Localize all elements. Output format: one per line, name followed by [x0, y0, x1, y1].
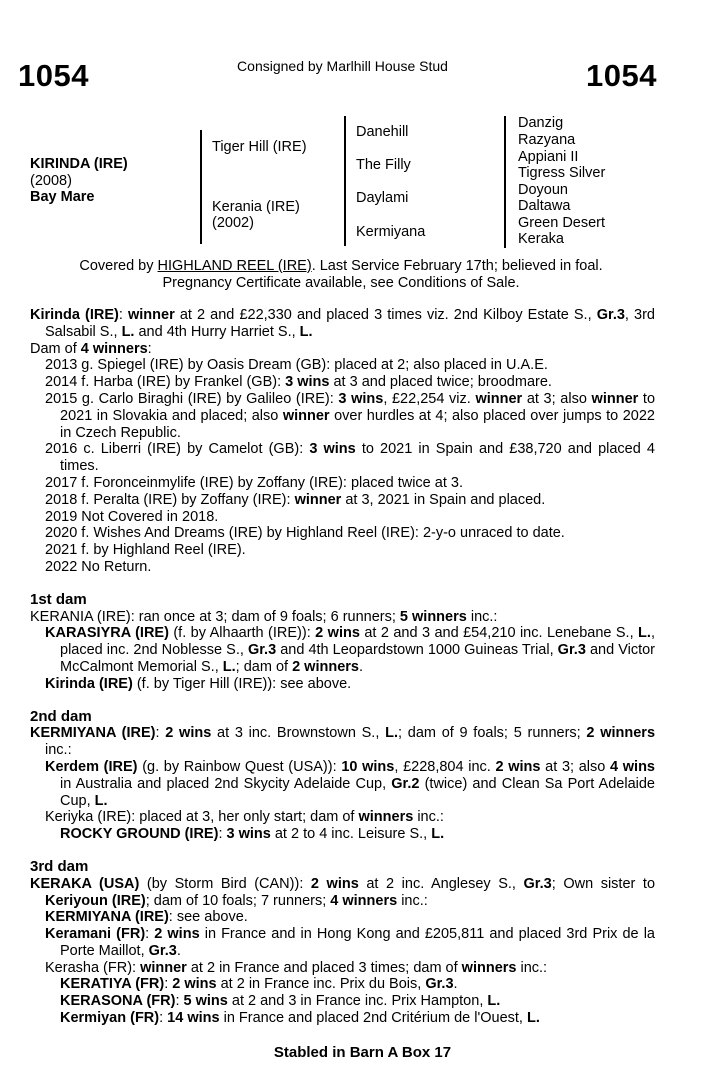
bold-text: 2 wins — [315, 625, 360, 642]
mare-racing-record: Kirinda (IRE): winner at 2 and £22,330 and placed 3 times viz. 2nd Kilboy Estate S., Gr.3, 3rd Salsabil S., L. and 4th Hurry Harriet S., L. — [30, 307, 656, 340]
pedigree-ggp-5: Doyoun — [518, 182, 568, 198]
pedigree-sire-dam: The Filly — [356, 157, 411, 173]
horse-year: (2008) — [30, 173, 72, 189]
lot-number-left: 1054 — [18, 58, 89, 93]
covered-line-2: Pregnancy Certificate available, see Conditions of Sale. — [162, 274, 520, 291]
first-dam-heading: 1st dam — [30, 590, 87, 608]
bold-text: winners — [461, 959, 517, 976]
bold-text: 14 wins — [167, 1010, 220, 1027]
bold-text: winner — [294, 491, 342, 508]
bold-text: 4 winners — [330, 892, 398, 909]
bold-text: 3 wins — [285, 374, 330, 391]
bold-text: 4 winners — [80, 340, 148, 357]
dam-of-winners: Dam of 4 winners: — [30, 340, 152, 357]
produce-list — [30, 357, 655, 575]
pedigree-dam-sire: Daylami — [356, 190, 409, 206]
pedigree-divider-3 — [504, 116, 506, 248]
bold-text: 2 wins — [495, 758, 541, 775]
family-entry: Kirinda (IRE) (f. by Tiger Hill (IRE)): see above. — [45, 675, 352, 692]
family-entry: Kermiyan (FR): 14 wins in France and placed 2nd Critérium de l'Ouest, L. — [60, 1010, 540, 1027]
family-entry: Keramani (FR): 2 wins in France and in Hong Kong and £205,811 and placed 3rd Prix de la Porte Maillot, Gr.3. — [45, 926, 655, 959]
pedigree-ggp-3: Appiani II — [518, 149, 579, 165]
produce-item: 2022 No Return. — [45, 558, 152, 575]
bold-text: Kermiyan (FR) — [60, 1010, 160, 1027]
produce-item: 2019 Not Covered in 2018. — [45, 508, 219, 525]
bold-text: Gr.3 — [425, 976, 454, 993]
bold-text: 2 wins — [310, 875, 359, 892]
family-entry: KARASIYRA (IRE) (f. by Alhaarth (IRE)): 2 wins at 2 and 3 and £54,210 inc. Lenebane S., L., placed inc. 2nd Noblesse S., Gr.3 and 4th Leopardstown 1000 Guineas Trial, Gr.3 and Victor McCalmont Memorial S., L.; dam of 2 winners. — [45, 625, 655, 675]
bold-text: L. — [121, 323, 135, 340]
bold-text: Keramani (FR) — [45, 926, 146, 943]
covered-info — [0, 258, 682, 291]
covered-prefix: Covered by — [79, 258, 158, 274]
family-entry: Keriyka (IRE): placed at 3, her only start; dam of winners inc.: — [45, 809, 444, 826]
produce-item: 2014 f. Harba (IRE) by Frankel (GB): 3 wins at 3 and placed twice; broodmare. — [45, 374, 552, 391]
bold-text: 4 wins — [610, 758, 655, 775]
bold-text: Gr.3 — [596, 307, 625, 323]
bold-text: Keriyoun (IRE) — [45, 892, 146, 909]
bold-text: L. — [487, 993, 501, 1010]
second-dam-heading: 2nd dam — [30, 707, 92, 725]
bold-text: winner — [475, 390, 523, 407]
family-entry: KERATIYA (FR): 2 wins at 2 in France inc. Prix du Bois, Gr.3. — [60, 976, 458, 993]
bold-text: KERMIYANA (IRE) — [45, 909, 169, 926]
covered-line-1 — [0, 258, 682, 275]
produce-item: 2021 f. by Highland Reel (IRE). — [45, 542, 246, 559]
covering-stallion-link[interactable]: HIGHLAND REEL (IRE) — [157, 258, 312, 274]
bold-text: L. — [385, 725, 398, 742]
family-entry: KERASONA (FR): 5 wins at 2 and 3 in France inc. Prix Hampton, L. — [60, 993, 501, 1010]
produce-item: 2015 g. Carlo Biraghi (IRE) by Galileo (IRE): 3 wins, £22,254 viz. winner at 3; also winner to 2021 in Slovakia and placed; also winner over hurdles at 4; also placed over jumps to 2022 in Czech Republic. — [45, 390, 656, 441]
bold-text: 3 wins — [338, 390, 384, 407]
pedigree-divider-2 — [344, 116, 346, 246]
produce-item: 2017 f. Foronceinmylife (IRE) by Zoffany (IRE): placed twice at 3. — [45, 474, 463, 491]
bold-text: KERAKA (USA) — [30, 875, 140, 892]
bold-text: KERMIYANA (IRE) — [30, 725, 156, 742]
bold-text: L. — [94, 792, 108, 809]
bold-text: 2 winners — [292, 658, 359, 675]
bold-text: L. — [299, 323, 313, 340]
produce-item: 2020 f. Wishes And Dreams (IRE) by Highland Reel (IRE): 2-y-o unraced to date. — [45, 525, 565, 542]
bold-text: Gr.3 — [523, 875, 552, 892]
pedigree-sire: Tiger Hill (IRE) — [212, 139, 307, 155]
bold-text: Gr.2 — [391, 775, 420, 792]
bold-text: L. — [527, 1010, 540, 1027]
pedigree-sire-sire: Danehill — [356, 124, 409, 140]
bold-text: Kirinda (IRE) — [30, 307, 119, 323]
produce-item: 2018 f. Peralta (IRE) by Zoffany (IRE): winner at 3, 2021 in Spain and placed. — [45, 491, 546, 508]
bold-text: winner — [591, 390, 639, 407]
bold-text: winners — [358, 809, 414, 826]
bold-text: winner — [282, 407, 330, 424]
bold-text: 5 winners — [399, 608, 467, 625]
pedigree-ggp-8: Keraka — [518, 231, 564, 247]
bold-text: winner — [140, 959, 187, 976]
pedigree-dam-dam: Kermiyana — [356, 224, 426, 240]
horse-sex-colour: Bay Mare — [30, 189, 95, 205]
produce-item: 2016 c. Liberri (IRE) by Camelot (GB): 3 wins to 2021 in Spain and £38,720 and placed 4 times. — [45, 441, 655, 475]
pedigree-dam-year: (2002) — [212, 215, 254, 231]
pedigree-ggp-1: Danzig — [518, 115, 564, 131]
first-dam-section — [30, 609, 655, 693]
family-entry: KERMIYANA (IRE): see above. — [45, 909, 248, 926]
bold-text: KARASIYRA (IRE) — [45, 625, 169, 642]
catalogue-body — [30, 307, 655, 1027]
consignor-line: Consigned by Marlhill House Stud — [237, 58, 448, 74]
bold-text: Kirinda (IRE) — [45, 675, 133, 692]
family-entry: Kerasha (FR): winner at 2 in France and placed 3 times; dam of winners inc.: — [45, 959, 548, 976]
bold-text: 2 wins — [165, 725, 212, 742]
family-entry: KERMIYANA (IRE): 2 wins at 3 inc. Brownstown S., L.; dam of 9 foals; 5 runners; 2 winners inc.: — [30, 725, 656, 759]
third-dam-heading: 3rd dam — [30, 857, 89, 875]
horse-name: KIRINDA (IRE) — [30, 156, 128, 172]
bold-text: 3 wins — [226, 826, 271, 843]
bold-text: 10 wins — [341, 758, 395, 775]
family-entry: KERANIA (IRE): ran once at 3; dam of 9 foals; 6 runners; 5 winners inc.: — [30, 608, 498, 625]
pedigree-ggp-7: Green Desert — [518, 215, 606, 231]
bold-text: 2 winners — [586, 725, 656, 742]
stabling-footer: Stabled in Barn A Box 17 — [273, 1044, 452, 1061]
bold-text: Kerdem (IRE) — [45, 758, 138, 775]
bold-text: KERATIYA (FR) — [60, 976, 165, 993]
bold-text: ROCKY GROUND (IRE) — [60, 826, 219, 843]
bold-text: L. — [638, 625, 651, 642]
bold-text: Gr.3 — [557, 642, 586, 659]
covered-suffix: . Last Service February 17th; believed in foal. — [311, 258, 603, 274]
pedigree-dam: Kerania (IRE) — [212, 199, 300, 215]
pedigree-divider-1 — [200, 130, 202, 244]
family-entry: ROCKY GROUND (IRE): 3 wins at 2 to 4 inc. Leisure S., L. — [60, 826, 445, 843]
bold-text: Gr.3 — [247, 642, 277, 659]
pedigree-ggp-6: Daltawa — [518, 198, 571, 214]
pedigree-ggp-2: Razyana — [518, 132, 576, 148]
produce-item: 2013 g. Spiegel (IRE) by Oasis Dream (GB): placed at 2; also placed in U.A.E. — [45, 357, 548, 374]
bold-text: winner — [128, 307, 175, 323]
bold-text: L. — [222, 658, 236, 675]
bold-text: KERASONA (FR) — [60, 993, 176, 1010]
bold-text: 5 wins — [183, 993, 228, 1010]
bold-text: Gr.3 — [148, 942, 177, 959]
pedigree-ggp-4: Tigress Silver — [518, 165, 606, 181]
bold-text: 2 wins — [172, 976, 217, 993]
family-entry: KERAKA (USA) (by Storm Bird (CAN)): 2 wins at 2 inc. Anglesey S., Gr.3; Own sister to Keriyoun (IRE); dam of 10 foals; 7 runners; 4 winners inc.: — [30, 875, 656, 909]
third-dam-section — [30, 876, 655, 1027]
bold-text: 3 wins — [309, 441, 356, 458]
lot-number-right: 1054 — [586, 58, 657, 93]
bold-text: 2 wins — [154, 926, 200, 943]
second-dam-section — [30, 725, 655, 843]
bold-text: L. — [431, 826, 445, 843]
family-entry: Kerdem (IRE) (g. by Rainbow Quest (USA)): 10 wins, £228,804 inc. 2 wins at 3; also 4 wins in Australia and placed 2nd Skycity Adelaide Cup, Gr.2 (twice) and Clean Sa Port Adelaide Cup, L. — [45, 758, 655, 809]
